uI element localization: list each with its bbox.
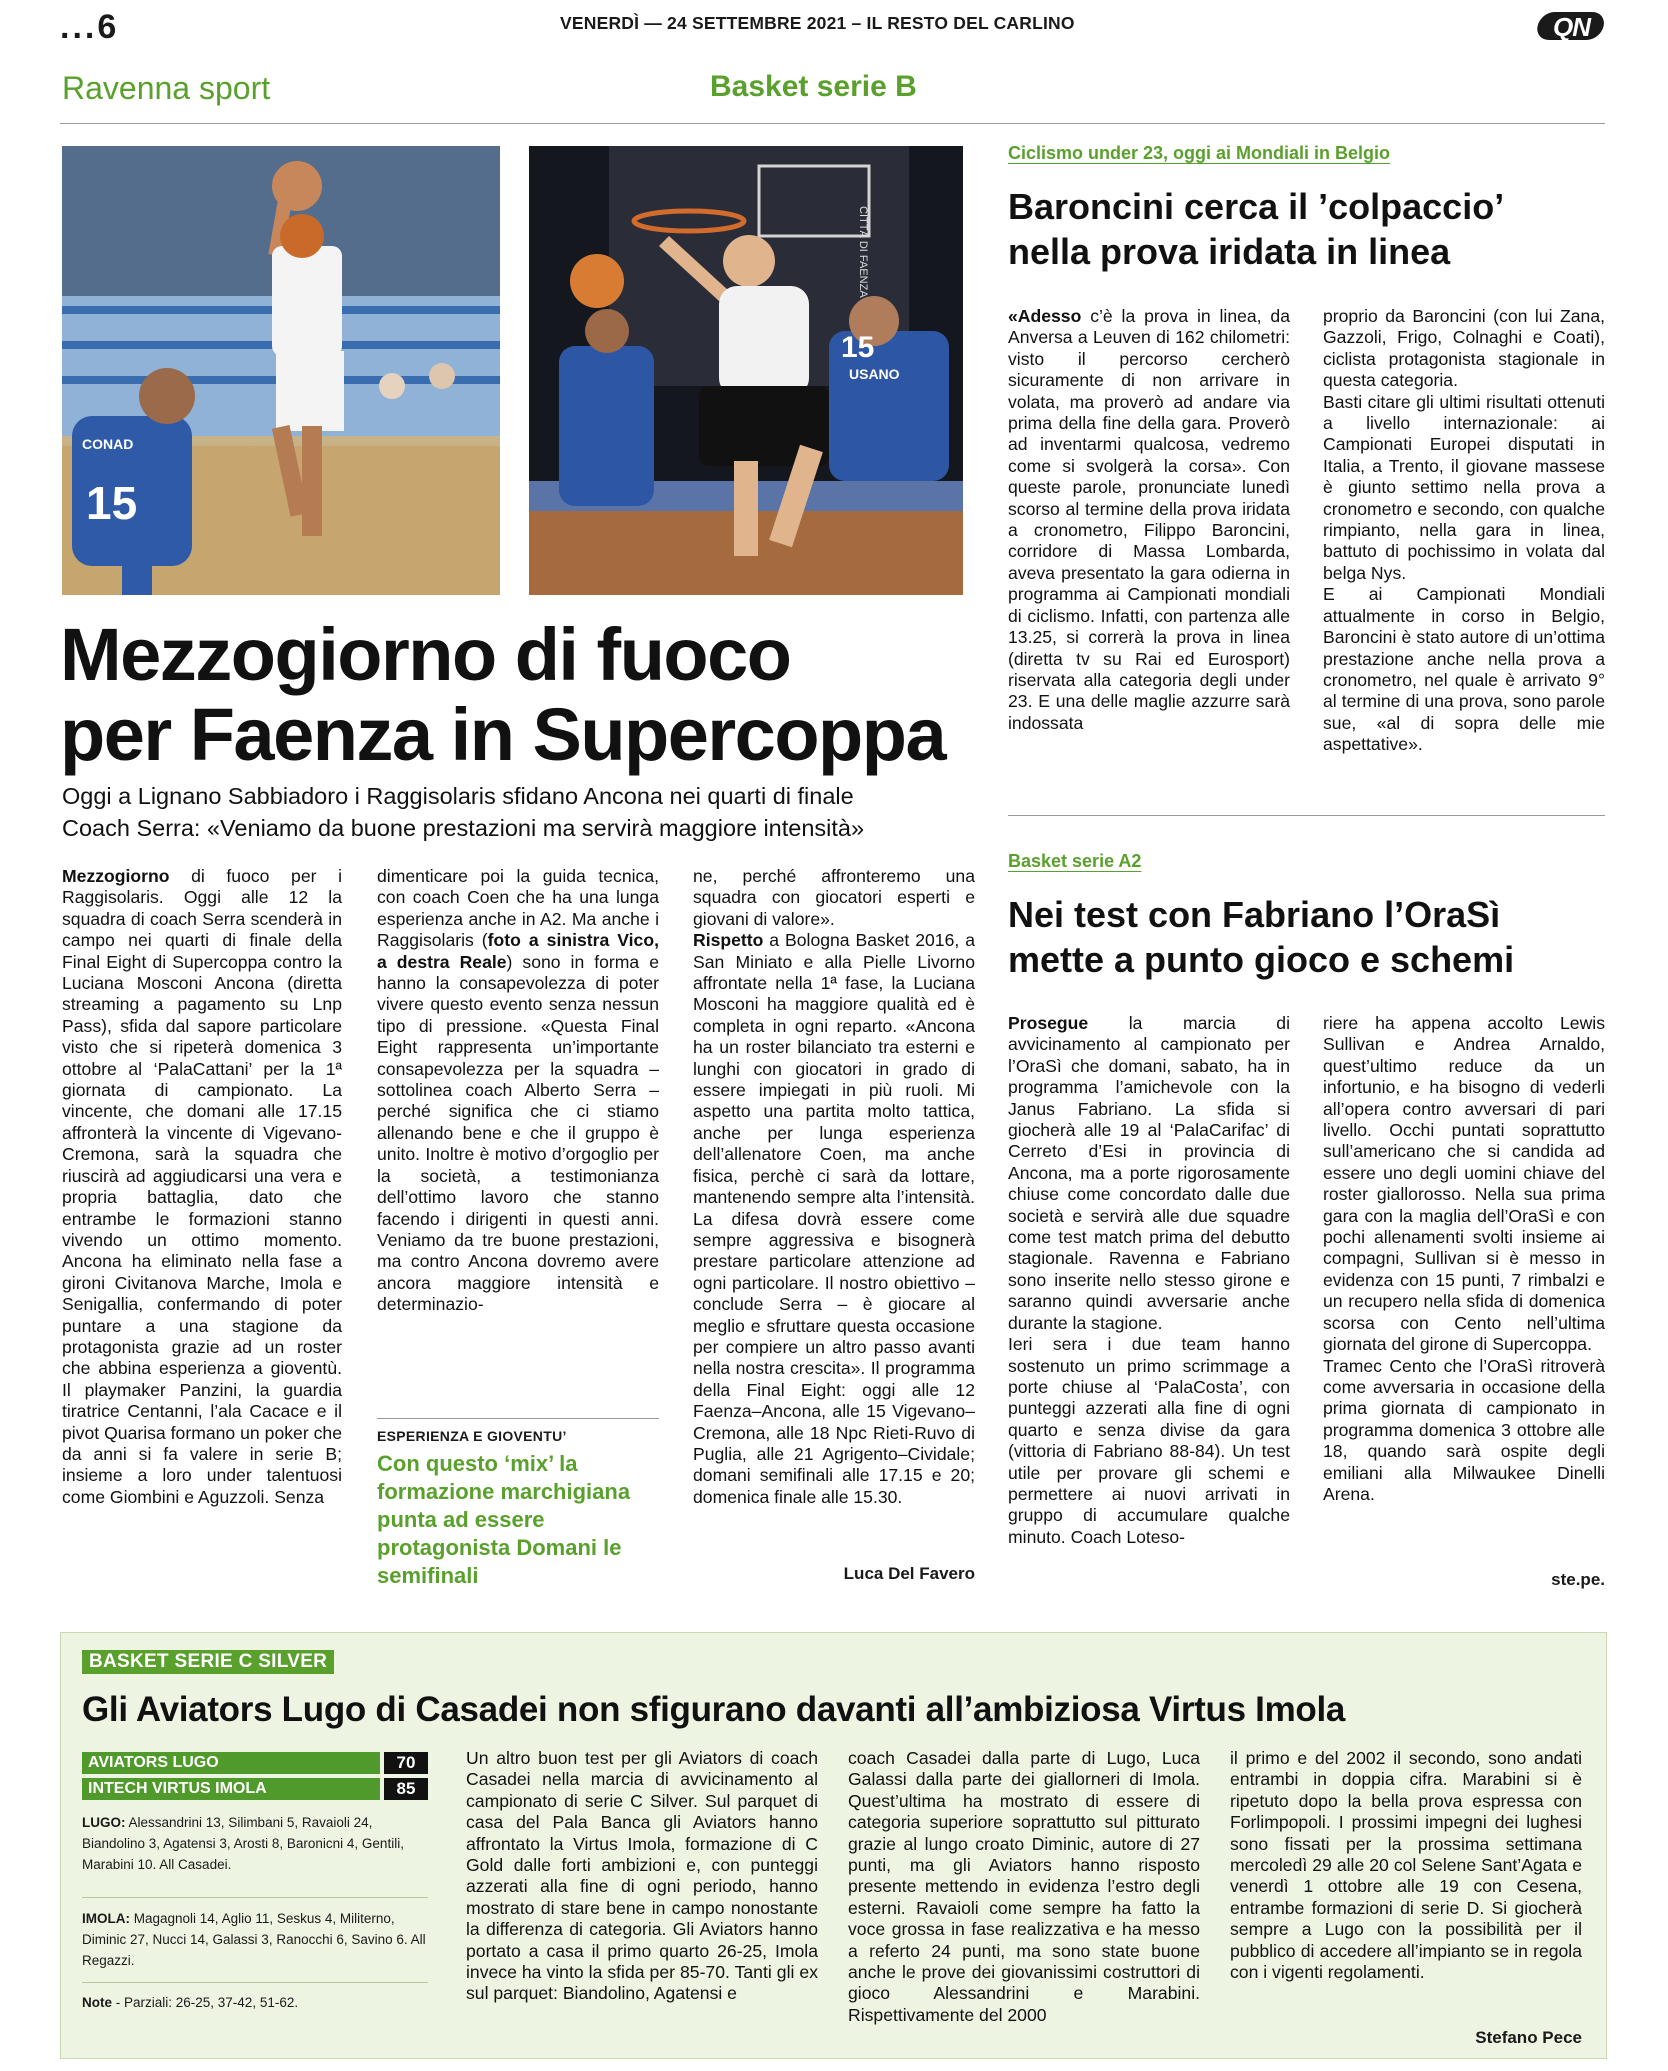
a2-col1-p2: Ieri sera i due team hanno sostenuto un primo scrimmage a porte chiuse al ‘PalaCosta’, con punteggi azzerati alla fine di ogni quarto e senza divise da gara (vittoria di Fabriano 88-84). Un test utile per provare gli schemi e permettere ai nuovi arrivati in gruppo di accumulare qualche minuto. Coach Loteso- bbox=[1008, 1334, 1290, 1547]
match-notes bbox=[82, 1992, 428, 2013]
lineup-imola-label: IMOLA: bbox=[82, 1911, 130, 1926]
main-col3-text-a: ne, perché affronteremo una squadra con giocatori esperti e giovani di valore». bbox=[693, 866, 975, 929]
quote-box-kicker: ESPERIENZA E GIOVENTU’ bbox=[377, 1428, 567, 1444]
a2-col1-p1: la marcia di avvicinamento al campionato per l’OraSì che domani, sabato, ha in programma l’amichevole con la Janus Fabriano. La sfida si giocherà alle 19 al ‘PalaCarifac’ di Cerreto d’Esi in provincia di Ancona, ma a porte rigorosamente chiuse come concordato dalle due società e servirà alle due squadre come test match prima del debutto stagionale. Ravenna e Fabriano sono inserite nello stesso girone e saranno quindi avversarie anche durante la stagione. bbox=[1008, 1013, 1290, 1333]
cycling-col1 bbox=[1008, 306, 1290, 776]
subsection-title: Basket serie B bbox=[710, 70, 917, 103]
lineup-imola bbox=[82, 1908, 428, 1971]
photo-right-jersey-number: 15 bbox=[841, 331, 875, 364]
cycling-headline bbox=[1008, 184, 1608, 274]
main-col3-text-b: a Bologna Basket 2016, a San Miniato e alla Pielle Livorno affrontate nella 1ª fase, la Luciana Mosconi ha maggiore qualità ed è completa in ogni reparto. «Ancona ha un roster bilanciato tra esterni e lunghi con giocatori in grado di essere impiegati in più ruoli. Mi aspetto una partita molto tattica, anche per lunga esperienza dell’allenatore Coen, ma anche fisica, perchè ci sarà da lottare, mantenendo sempre alta l’intensità. La difesa dovrà essere come sempre aggressiva e bisognerà prestare particolare attenzione ad ogni particolare. Il nostro obiettivo – conclude Serra – è giocare al meglio e sfruttare questa occasione per compiere un altro passo avanti nella nostra crescita». Il programma della Final Eight: oggi alle 12 Faenza–Ancona, alle 15 Vigevano–Cremona, alle 18 Npc Rieti-Ruvo di Puglia, alle 21 Agrigento–Cividale; domani semifinali alle 17.15 e 20; domenica finale alle 15.30. bbox=[693, 930, 975, 1507]
bottom-byline: Stefano Pece bbox=[1475, 2028, 1582, 2047]
lineup-divider-1 bbox=[82, 1897, 428, 1898]
main-subtitle-line2: Coach Serra: «Veniamo da buone prestazioni ma servirà maggiore intensità» bbox=[62, 815, 865, 841]
main-subtitle bbox=[62, 780, 982, 844]
scoreboard-team: AVIATORS LUGO bbox=[82, 1752, 380, 1774]
main-col3-lead: Rispetto bbox=[693, 930, 764, 951]
a2-col2-p2: Tramec Cento che l’OraSì ritroverà come avversaria in occasione della prima giornata di campionato in programma domenica 3 ottobre alle 18, quando sarà ospite degli emiliani alla Milwaukee Dinelli Arena. bbox=[1323, 1355, 1605, 1504]
main-subtitle-line1: Oggi a Lignano Sabbiadoro i Raggisolaris sfidano Ancona nei quarti di finale bbox=[62, 783, 854, 809]
main-article-col2 bbox=[377, 866, 659, 1402]
photo-right-sponsor: USANO bbox=[849, 366, 900, 382]
scoreboard-score: 70 bbox=[384, 1752, 428, 1774]
scoreboard-score: 85 bbox=[384, 1778, 428, 1800]
cycling-headline-line1: Baroncini cerca il ’colpaccio’ bbox=[1008, 186, 1505, 227]
cycling-col2 bbox=[1323, 306, 1605, 776]
a2-headline-line1: Nei test con Fabriano l’OraSì bbox=[1008, 894, 1501, 935]
photo-left-vico bbox=[62, 146, 500, 595]
a2-headline bbox=[1008, 892, 1608, 982]
photo-right-reale bbox=[529, 146, 963, 595]
a2-headline-line2: mette a punto gioco e schemi bbox=[1008, 939, 1515, 980]
main-byline: Luca Del Favero bbox=[843, 1564, 975, 1583]
cycling-lead-word: «Adesso bbox=[1008, 306, 1082, 326]
main-col2-text-b: ) sono in forma e hanno la consapevolezza di poter vivere questo evento senza nessun tipo di pressione. «Questa Final Eight rappresenta un’importante consapevolezza per la squadra – sottolinea coach Alberto Serra – perché significa che ci stiamo allenando bene e che il gruppo è unito. Inoltre è motivo d’orgoglio per la società, a testimonianza dell’ottimo lavoro che stanno facendo i dirigenti in questi anni. Veniamo da tre buone prestazioni, ma contro Ancona dovremo avere ancora maggiore intensità e determinazio- bbox=[377, 951, 659, 1315]
lineup-lugo bbox=[82, 1812, 428, 1875]
scoreboard-row bbox=[82, 1778, 428, 1800]
main-headline bbox=[60, 615, 980, 775]
bottom-col2-text: coach Casadei dalla parte di Lugo, Luca Galassi dalla parte dei giallorneri di Imola. Quest’ultima ha mostrato di essere di categoria superiore soprattutto sul pitturato grazie al lungo croato Diminic, autore di 27 punti, ma gli Aviators hanno risposto presente mettendo in evidenza l’estro degli esterni. Ravaioli come sempre ha fatto la voce grossa in fase realizzativa e ha messo a referto 24 punti, ma sono state buone anche le prove dei giovanissimi costruttori di gioco Alessandrini e Marabini. Rispettivamente del 2000 bbox=[848, 1748, 1200, 2025]
qn-logo-text: QN bbox=[1553, 12, 1590, 42]
main-headline-line1: Mezzogiorno di fuoco bbox=[60, 613, 791, 696]
cycling-kicker: Ciclismo under 23, oggi ai Mondiali in Belgio bbox=[1008, 143, 1391, 163]
photo-caption-bold: foto a sinistra Vico, a destra Reale bbox=[377, 930, 659, 972]
cycling-headline-line2: nella prova iridata in linea bbox=[1008, 231, 1451, 272]
quote-box-text: Con questo ‘mix’ la formazione marchigiana punta ad essere protagonista Domani le semifinali bbox=[377, 1451, 631, 1588]
cycling-col2-p2: Basti citare gli ultimi risultati ottenuti a livello internazionale: ai Campionati Europei disputati in Italia, a Trento, il giovane massese è giunto settimo nella prova a cronometro e secondo, con qualche rimpianto, nella gara in linea, battuto di pochissimo in volata dal belga Nys. bbox=[1323, 391, 1605, 583]
quote-box bbox=[377, 1418, 659, 1589]
bottom-col1 bbox=[466, 1748, 818, 2048]
section-title: Ravenna sport bbox=[62, 70, 271, 106]
match-notes-text: - Parziali: 26-25, 37-42, 51-62. bbox=[112, 1995, 299, 2010]
cycling-col2-p1: proprio da Baroncini (con lui Zana, Gazzoli, Frigo, Colnaghi e Coati), ciclista protagonista stagionale in questa categoria. bbox=[1323, 306, 1605, 391]
a2-col2-p1: riere ha appena accolto Lewis Sullivan e Andrea Arnaldo, quest’ultimo reduce da un infortunio, e ha bisogno di vederli all’opera contro avversari di pari livello. Occhi puntati soprattutto sull’americano che si candida ad essere uno degli uomini chiave del roster giallorosso. Nella sua prima gara con la maglia dell’OraSì e con pochi allenamenti svolti insieme ai compagni, Sullivan si è messo in evidenza con 15 punti, 7 rimbalzi e un recupero nella sfida di domenica scorsa con Cento nell’ultima giornata del girone di Supercoppa. bbox=[1323, 1013, 1605, 1355]
lineup-divider-2 bbox=[82, 1982, 428, 1983]
scoreboard-team: INTECH VIRTUS IMOLA bbox=[82, 1778, 380, 1800]
qn-logo bbox=[1535, 10, 1605, 44]
bottom-col2 bbox=[848, 1748, 1200, 2048]
match-notes-label: Note bbox=[82, 1995, 112, 2010]
main-col2-text-a: dimenticare poi la guida tecnica, con coach Coen che ha una lunga esperienza anche in A2. Ma anche i Raggisolaris ( bbox=[377, 866, 659, 951]
main-article-col3 bbox=[693, 866, 975, 1566]
page-number: ...6 bbox=[60, 8, 118, 46]
main-article-col1 bbox=[62, 866, 342, 1581]
cycling-col2-p3: E ai Campionati Mondiali attualmente in corso in Belgio, Baroncini è stato autore di un’ottima prestazione anche nella prova a cronometro, nel quale è arrivato 9° al termine di una prova, sono parole sue, «al di sopra delle mie aspettative». bbox=[1323, 584, 1605, 755]
a2-lead-word: Prosegue bbox=[1008, 1013, 1089, 1033]
main-col1-text: di fuoco per i Raggisolaris. Oggi alle 12 la squadra di coach Serra scenderà in campo nei quarti di finale della Final Eight di Supercoppa contro la Luciana Mosconi Ancona (diretta streaming a pagamento su Lnp Pass), sfida dal sapore particolare visto che si ripeterà domenica 3 ottobre al ‘PalaCattani’ per la 1ª giornata di campionato. La vincente, che domani alle 17.15 affronterà la vincente di Vigevano-Cremona, sarà la squadra che riuscirà ad aggiudicarsi una vera e propria battaglia, dato che entrambe le formazioni stanno vivendo un ottimo momento. Ancona ha eliminato nella fase a gironi Civitanova Marche, Imola e Senigallia, confermando di poter puntare a una stagione da protagonista grazie ad un roster che abbina esperienza a gioventù. Il playmaker Panzini, la guardia tiratrice Centanni, l’ala Cacace e il pivot Quarisa formano un poker che da anni si fa valere in serie B; insieme a loro under talentuosi come Giombini e Aguzzoli. Senza bbox=[62, 866, 342, 1507]
date-line: VENERDÌ — 24 SETTEMBRE 2021 – IL RESTO DEL CARLINO bbox=[560, 13, 1075, 33]
a2-col2 bbox=[1323, 1013, 1605, 1573]
a2-col1 bbox=[1008, 1013, 1290, 1603]
a2-kicker: Basket serie A2 bbox=[1008, 851, 1142, 871]
lineup-lugo-label: LUGO: bbox=[82, 1815, 126, 1830]
main-headline-line2: per Faenza in Supercoppa bbox=[60, 693, 946, 776]
scoreboard-row bbox=[82, 1752, 428, 1774]
cycling-col1-text: c’è la prova in linea, da Anversa a Leuven di 162 chilometri: visto il percorso cercherò sicuramente di non arrivare in volata, ma proverò ad andare via prima della fine della gara. Proverò ad inventarmi qualcosa, vedremo come si svolgerà la corsa». Con queste parole, pronunciate lunedì scorso al termine della prova iridata a cronometro, Filippo Baroncini, corridore di Massa Lombarda, aveva presentato la gara odierna in programma ai Campionati mondiali di ciclismo. Infatti, con partenza alle 13.25, si correrà la prova in linea (diretta tv su Rai ed Eurosport) riservata alla categoria degli under 23. E una delle maglie azzurre sarà indossata bbox=[1008, 306, 1290, 733]
cycling-divider bbox=[1008, 815, 1605, 816]
photo-left-jersey-number: 15 bbox=[86, 477, 138, 529]
a2-byline: ste.pe. bbox=[1551, 1570, 1605, 1589]
header-rule bbox=[60, 123, 1605, 124]
photo-right-banner: CITTÀ DI FAENZA bbox=[857, 206, 869, 298]
bottom-headline: Gli Aviators Lugo di Casadei non sfigurano davanti all’ambiziosa Virtus Imola bbox=[82, 1690, 1346, 1729]
bottom-col3-text: il primo e del 2002 il secondo, sono andati entrambi in doppia cifra. Marabini si è ripetuto dopo la bella prova espressa con Forlimpopoli. I prossimi impegni dei lughesi sono fissati per la prossima settimana mercoledì 29 alle 20 col Selene Sant’Agata e venerdì 1 ottobre alle 19 con Cesena, entrambe formazioni di serie D. Si giocherà sempre a Lugo con la possibilità per il pubblico di accedere all’impianto se in regola con i vigenti regolamenti. bbox=[1230, 1748, 1582, 1983]
bottom-col3 bbox=[1230, 1748, 1582, 2028]
lineup-lugo-text: Alessandrini 13, Silimbani 5, Ravaioli 24, Biandolino 3, Agatensi 3, Arosti 8, Baronicni 4, Gentili, Marabini 10. All Casadei. bbox=[82, 1815, 404, 1872]
lineup-imola-text: Magagnoli 14, Aglio 11, Seskus 4, Militerno, Diminic 27, Nucci 14, Galassi 3, Ranocchi 6, Savino 6. All Regazzi. bbox=[82, 1911, 426, 1968]
scoreboard bbox=[82, 1752, 428, 1800]
bottom-kicker: BASKET SERIE C SILVER bbox=[89, 1651, 328, 1672]
photo-left-sponsor: CONAD bbox=[82, 436, 134, 452]
bottom-kicker-badge bbox=[82, 1650, 334, 1674]
bottom-col1-text: Un altro buon test per gli Aviators di coach Casadei nella marcia di avvicinamento al campionato di serie C Silver. Sul parquet di casa del Pala Banca gli Aviators hanno affrontato la Virtus Imola, formazione di C Gold dalle forti ambizioni e, con punteggi azzerati alla fine di ogni periodo, hanno mostrato di stare bene in campo nonostante la differenza di categoria. Gli Aviators hanno portato a casa il primo quarto 26-25, Imola invece ha vinto la sfida per 85-70. Tanti gli ex sul parquet: Biandolino, Agatensi e bbox=[466, 1748, 818, 2004]
main-lead-word: Mezzogiorno bbox=[62, 866, 170, 886]
